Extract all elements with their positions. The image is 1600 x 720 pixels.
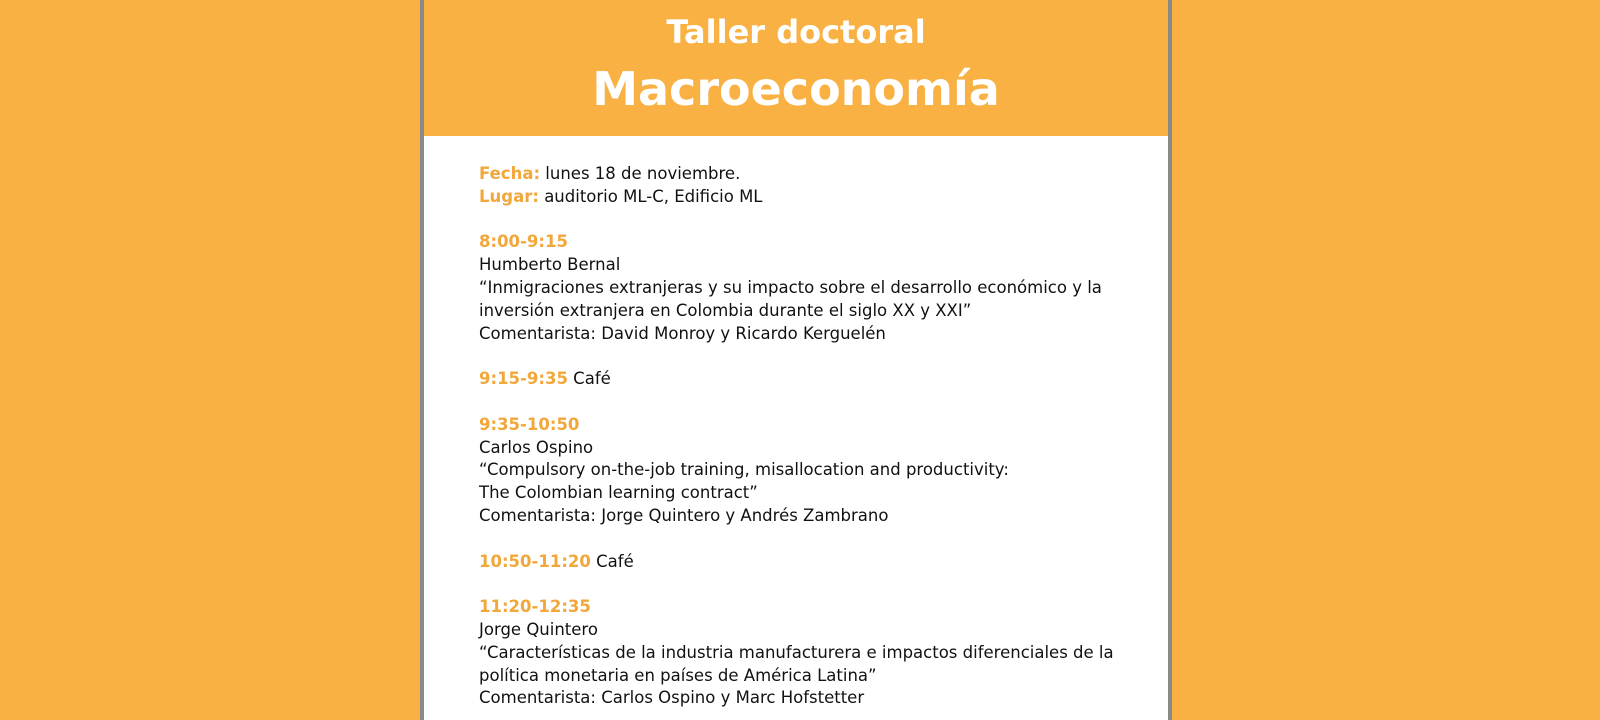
session-title-line: “Compulsory on-the-job training, misallocation and productivity: [479,460,1009,480]
session-commentator: Comentarista: David Monroy y Ricardo Kerguelén [479,323,886,343]
break-label: Café [567,369,611,389]
session-speaker: Carlos Ospino [479,437,594,457]
session-commentator: Comentarista: Jorge Quintero y Andrés Zambrano [479,505,889,525]
place-label: Lugar: [479,186,539,206]
session-title-line: política monetaria en países de América Latina” [479,665,877,685]
session-title-line: “Características de la industria manufacturera e impactos diferenciales de la [479,642,1114,662]
coffee-break [479,551,1159,574]
coffee-break [479,368,1159,391]
session-time: 11:20-12:35 [479,597,591,617]
session-title-line: inversión extranjera en Colombia durante el siglo XX y XXI” [479,300,972,320]
break-label: Café [590,551,634,571]
place-value: auditorio ML-C, Edificio ML [538,186,763,206]
session-title-line: “Inmigraciones extranjeras y su impacto sobre el desarrollo económico y la [479,277,1102,297]
place-line [479,186,1159,209]
session-commentator: Comentarista: Carlos Ospino y Marc Hofstetter [479,688,865,708]
break-time: 9:15-9:35 [479,369,568,389]
date-label: Fecha: [479,164,541,183]
session-time: 9:35-10:50 [479,414,580,434]
session-title-line: The Colombian learning contract” [479,483,758,503]
event-subtitle: Taller doctoral [666,13,926,51]
event-poster [420,0,1172,720]
break-time: 10:50-11:20 [479,551,591,571]
event-schedule [479,163,1159,710]
date-line [479,163,1159,186]
event-title: Macroeconomía [592,62,1000,116]
date-value: lunes 18 de noviembre. [540,164,741,183]
poster-header [424,0,1168,136]
session-speaker: Jorge Quintero [479,619,598,639]
session-speaker: Humberto Bernal [479,255,621,275]
session-time: 8:00-9:15 [479,232,568,252]
